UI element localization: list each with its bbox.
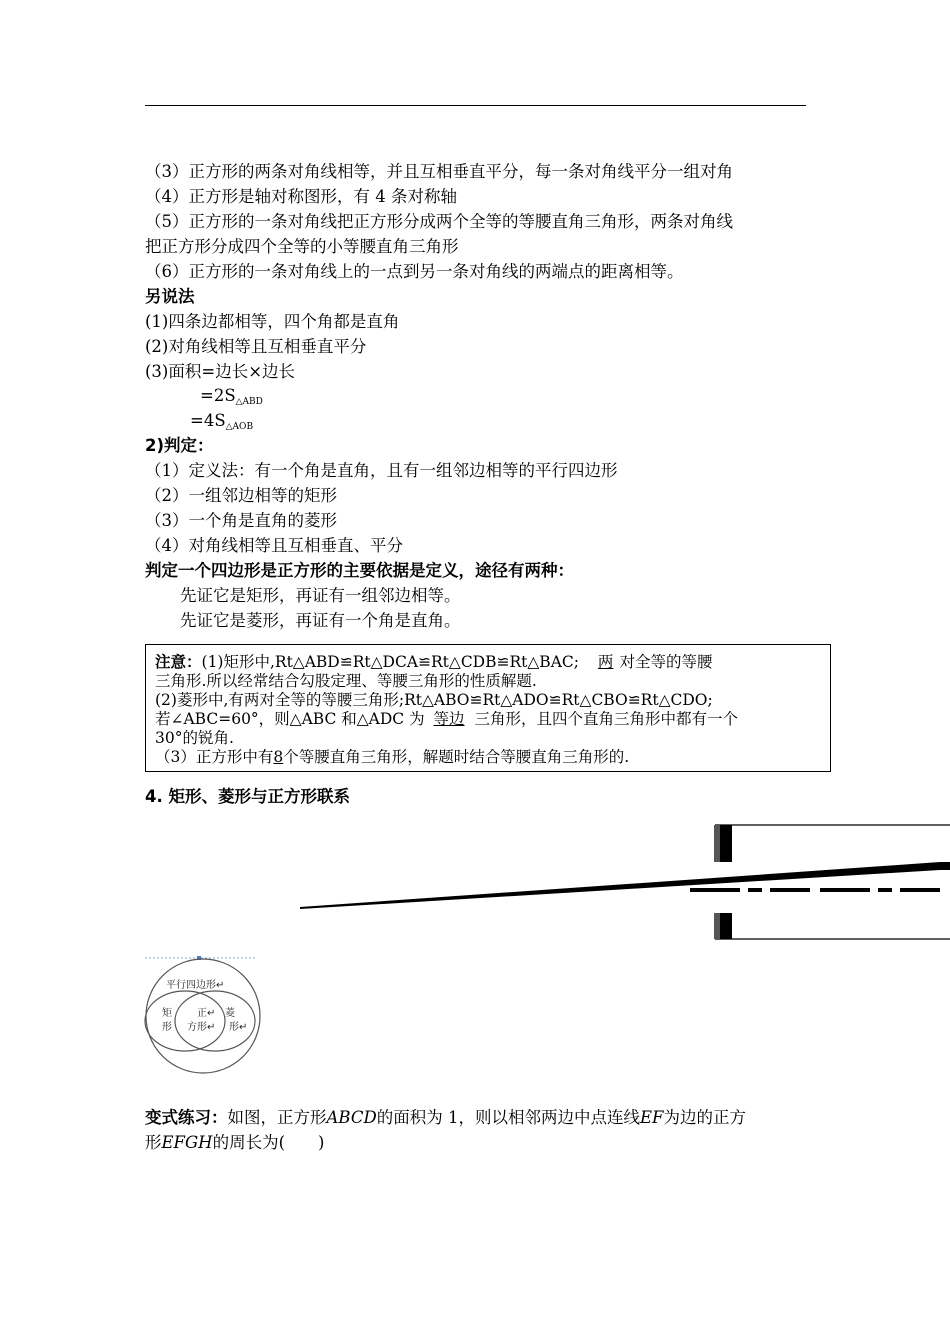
venn-square-label-top: 正↵ [197,1008,216,1019]
section-4-heading: 4. 矩形、菱形与正方形联系 [145,787,350,806]
exercise-text-3: 为边的正方 [663,1108,746,1127]
note-line-4-text: 若∠ABC=60°，则△ABC 和△ADC 为 [155,710,425,728]
artifact-block-bottom-edge [714,913,720,939]
property-5-line2: 把正方形分成四个全等的小等腰直角三角形 [145,237,459,256]
property-4: （4）正方形是轴对称图形，有 4 条对称轴 [145,187,457,206]
area-formula-2 [190,411,253,434]
note-line-3: (2)菱形中,有两对全等的等腰三角形;Rt△ABO≌Rt△ADO≌Rt△CBO≌Rt△CDO; [155,691,713,709]
exercise-text-2: 的面积为 1，则以相邻两边中点连线 [376,1108,640,1127]
note-line-1 [155,652,712,672]
exercise-line-1 [145,1108,746,1128]
note-line-6 [155,747,629,767]
artifact-wedge [300,862,950,909]
property-5-line1: （5）正方形的一条对角线把正方形分成两个全等的等腰直角三角形，两条对角线 [145,212,733,231]
judge-way-2: 先证它是菱形，再证有一个角是直角。 [180,611,461,630]
venn-rectangle-label-top: 矩 [162,1008,172,1019]
exercise-var-abcd: ABCD [326,1108,377,1127]
scan-artifact-graphic [290,815,950,945]
area-formula-1 [200,386,263,409]
note-label: 注意： [155,653,202,671]
exercise-var-ef: EF [639,1108,664,1127]
judge-heading: 2)判定： [145,436,214,455]
header-rule [145,105,806,106]
artifact-block-bottom [720,913,732,939]
note-blank-1: 两 [597,653,614,671]
note-line-1-after: 对全等的等腰 [619,653,713,671]
venn-rhombus-label-top: 菱 [225,1008,235,1019]
exercise-label: 变式练习： [145,1108,228,1127]
venn-parallelogram-label: 平行四边形↵ [166,980,225,991]
note-blank-3: 8 [273,748,284,766]
property-6: （6）正方形的一条对角线上的一点到另一条对角线的两端点的距离相等。 [145,262,684,281]
alt-line-1: (1)四条边都相等，四个角都是直角 [145,312,400,331]
note-line-4 [155,709,738,729]
note-line-4-after: 三角形，且四个直角三角形中都有一个 [474,710,739,728]
venn-rectangle-ellipse [145,991,225,1051]
note-line-5: 30°的锐角. [155,729,234,747]
judge-1: （1）定义法：有一个角是直角，且有一组邻边相等的平行四边形 [145,461,618,480]
artifact-block-top [720,825,732,862]
exercise-var-efgh: EFGH [161,1133,213,1152]
judge-basis: 判定一个四边形是正方形的主要依据是定义，途径有两种： [145,561,574,580]
exercise-line-2 [145,1133,324,1153]
alt-heading: 另说法 [145,287,195,306]
exercise-text-4: 形 [145,1133,162,1152]
venn-diagram [140,950,270,1080]
area-formula-1-sub: △ABD [235,397,263,407]
venn-rhombus-label-bottom: 形↵ [229,1022,248,1033]
artifact-block-top-edge [714,825,720,862]
judge-way-1: 先证它是矩形，再证有一组邻边相等。 [180,586,461,605]
note-blank-2: 等边 [433,710,465,728]
exercise-text-1: 如图，正方形 [227,1108,327,1127]
note-line-6-after: 个等腰直角三角形，解题时结合等腰直角三角形的. [283,748,630,766]
venn-rhombus-ellipse [175,991,255,1051]
note-line-1-text: (1)矩形中,Rt△ABD≌Rt△DCA≌Rt△CDB≌Rt△BAC; [201,653,579,671]
judge-4: （4）对角线相等且互相垂直、平分 [145,536,403,555]
venn-square-label-bottom: 方形↵ [187,1022,216,1033]
note-line-2: 三角形.所以经常结合勾股定理、等腰三角形的性质解题. [155,672,537,690]
alt-line-2: (2)对角线相等且互相垂直平分 [145,337,367,356]
exercise-text-5: 的周长为( ) [212,1133,325,1152]
property-3: （3）正方形的两条对角线相等，并且互相垂直平分，每一条对角线平分一组对角 [145,162,733,181]
alt-line-3: (3)面积=边长×边长 [145,362,296,381]
venn-rectangle-label-bottom: 形 [162,1022,172,1033]
note-line-6-before: （3）正方形中有 [155,748,274,766]
judge-2: （2）一组邻边相等的矩形 [145,486,337,505]
area-formula-2-sub: △AOB [225,422,254,432]
judge-3: （3）一个角是直角的菱形 [145,511,337,530]
area-formula-1-main: =2S [200,386,236,405]
area-formula-2-main: =4S [190,411,226,430]
